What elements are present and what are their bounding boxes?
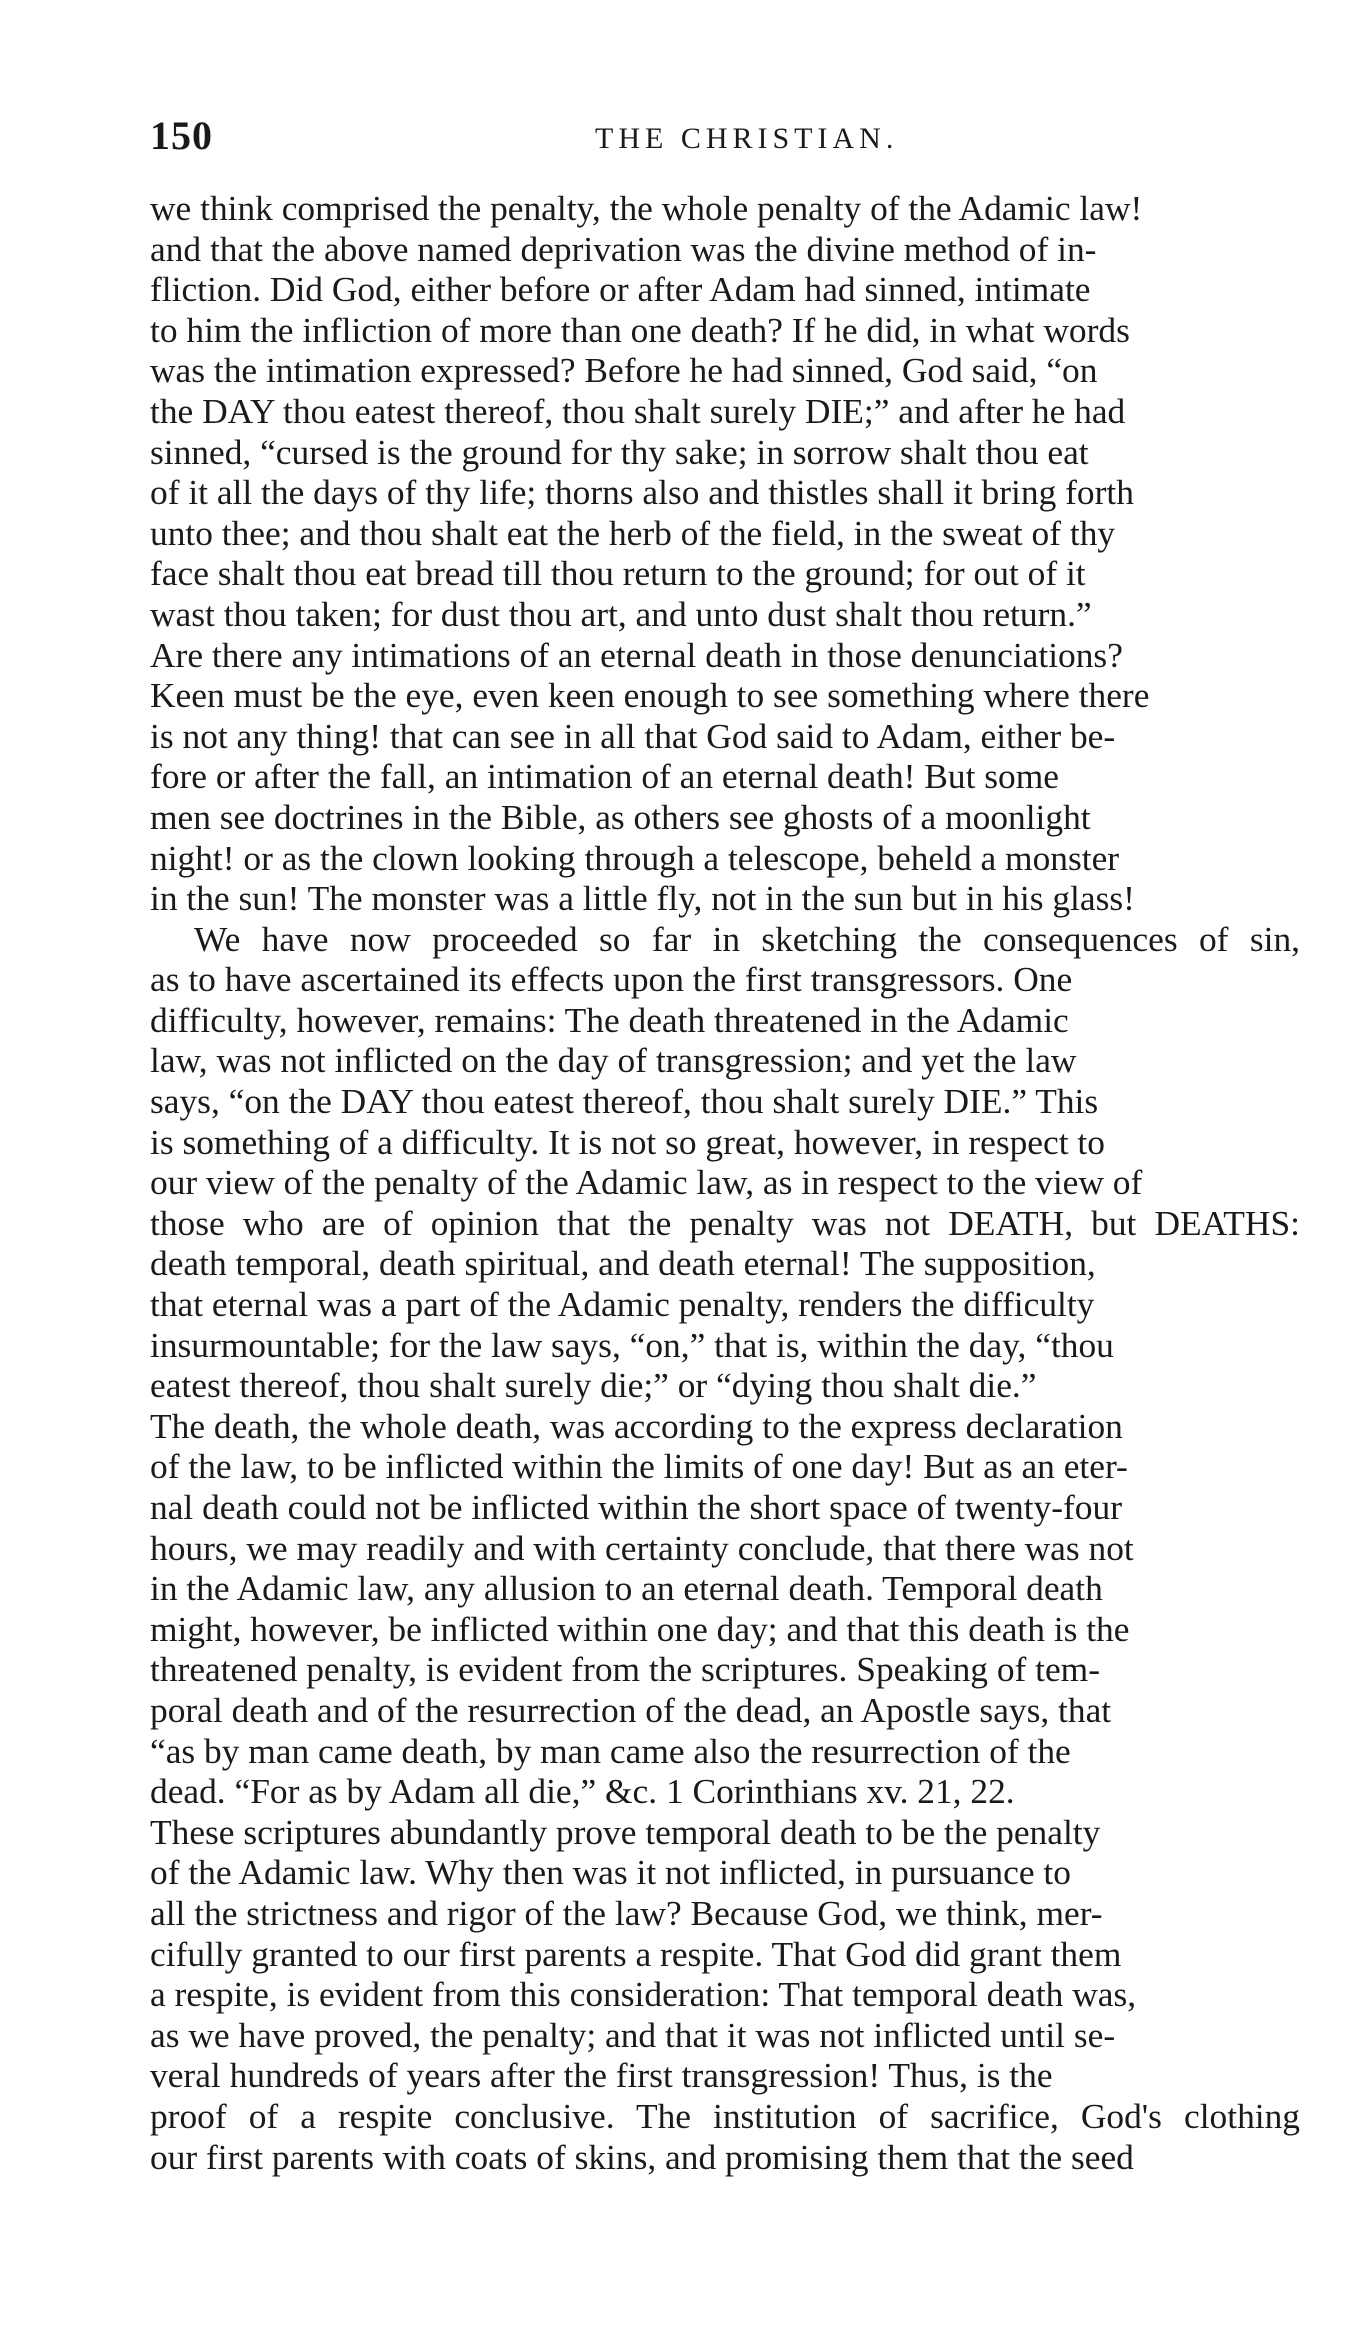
text-line: threatened penalty, is evident from the scriptures. Speaking of tem-	[150, 1649, 1100, 1690]
text-line: our first parents with coats of skins, and promising them that the seed	[150, 2136, 1134, 2177]
text-line: Keen must be the eye, even keen enough to see something where there	[150, 675, 1150, 716]
text-line: The death, the whole death, was according to the express declaration	[150, 1405, 1123, 1446]
text-line: a respite, is evident from this consideration: That temporal death was,	[150, 1974, 1137, 2015]
text-line: fore or after the fall, an intimation of an eternal death! But some	[150, 756, 1059, 797]
text-line: and that the above named deprivation was the divine method of in-	[150, 228, 1097, 269]
text-line: hours, we may readily and with certainty conclude, that there was not	[150, 1527, 1134, 1568]
text-line: of the Adamic law. Why then was it not inflicted, in pursuance to	[150, 1852, 1071, 1893]
text-line: “as by man came death, by man came also the resurrection of the	[150, 1730, 1071, 1771]
page-number: 150	[150, 113, 213, 158]
text-line: night! or as the clown looking through a telescope, beheld a monster	[150, 837, 1120, 878]
text-line: These scriptures abundantly prove temporal death to be the penalty	[150, 1811, 1101, 1852]
text-line: those who are of opinion that the penalty was not DEATH, but DEATHS:	[150, 1202, 1300, 1243]
running-head: THE CHRISTIAN.	[595, 122, 899, 155]
text-line: difficulty, however, remains: The death threatened in the Adamic	[150, 999, 1069, 1040]
text-line: in the sun! The monster was a little fly, not in the sun but in his glass!	[150, 878, 1135, 919]
page-header	[150, 112, 1320, 172]
text-line: law, was not inflicted on the day of transgression; and yet the law	[150, 1040, 1077, 1081]
text-line: in the Adamic law, any allusion to an eternal death. Temporal death	[150, 1568, 1103, 1609]
text-line: eatest thereof, thou shalt surely die;” or “dying thou shalt die.”	[150, 1365, 1037, 1406]
body-text	[150, 188, 1300, 2177]
text-line: was the intimation expressed? Before he had sinned, God said, “on	[150, 350, 1098, 391]
text-line: poral death and of the resurrection of the dead, an Apostle says, that	[150, 1689, 1112, 1730]
text-line: as to have ascertained its effects upon the first transgressors. One	[150, 959, 1073, 1000]
text-line: might, however, be inflicted within one day; and that this death is the	[150, 1608, 1130, 1649]
text-line: unto thee; and thou shalt eat the herb of the field, in the sweat of thy	[150, 512, 1116, 553]
text-line: is something of a difficulty. It is not so great, however, in respect to	[150, 1121, 1105, 1162]
text-line: nal death could not be inflicted within the short space of twenty-four	[150, 1487, 1122, 1527]
text-line: wast thou taken; for dust thou art, and unto dust shalt thou return.”	[150, 593, 1092, 634]
text-line: veral hundreds of years after the first transgression! Thus, is the	[150, 2055, 1053, 2096]
text-line: of it all the days of thy life; thorns also and thistles shall it bring forth	[150, 472, 1134, 513]
text-line: insurmountable; for the law says, “on,” that is, within the day, “thou	[150, 1324, 1114, 1365]
text-line: sinned, “cursed is the ground for thy sake; in sorrow shalt thou eat	[150, 431, 1089, 472]
paragraph-start-line: We have now proceeded so far in sketching the consequences of sin,	[194, 918, 1300, 959]
text-line: to him the infliction of more than one death? If he did, in what words	[150, 309, 1130, 350]
text-line: that eternal was a part of the Adamic penalty, renders the difficulty	[150, 1284, 1095, 1325]
text-line: all the strictness and rigor of the law? Because God, we think, mer-	[150, 1892, 1103, 1933]
text-line: face shalt thou eat bread till thou return to the ground; for out of it	[150, 553, 1086, 594]
text-line: dead. “For as by Adam all die,” &c. 1 Corinthians xv. 21, 22.	[150, 1771, 1015, 1812]
text-line: as we have proved, the penalty; and that it was not inflicted until se-	[150, 2014, 1116, 2055]
text-line: we think comprised the penalty, the whole penalty of the Adamic law!	[150, 188, 1143, 228]
text-line: says, “on the DAY thou eatest thereof, thou shalt surely DIE.” This	[150, 1081, 1099, 1122]
text-line: is not any thing! that can see in all that God said to Adam, either be-	[150, 715, 1116, 756]
text-line: Are there any intimations of an eternal death in those denunciations?	[150, 634, 1123, 675]
text-line: fliction. Did God, either before or after Adam had sinned, intimate	[150, 269, 1091, 310]
text-line: the DAY thou eatest thereof, thou shalt surely DIE;” and after he had	[150, 390, 1126, 431]
text-line: our view of the penalty of the Adamic law, as in respect to the view of	[150, 1162, 1143, 1203]
text-line: of the law, to be inflicted within the limits of one day! But as an eter-	[150, 1446, 1128, 1487]
text-line: proof of a respite conclusive. The institution of sacrifice, God's clothing	[150, 2095, 1300, 2136]
text-line: death temporal, death spiritual, and death eternal! The supposition,	[150, 1243, 1096, 1284]
text-line: men see doctrines in the Bible, as others see ghosts of a moonlight	[150, 796, 1091, 837]
text-line: cifully granted to our first parents a respite. That God did grant them	[150, 1933, 1122, 1974]
